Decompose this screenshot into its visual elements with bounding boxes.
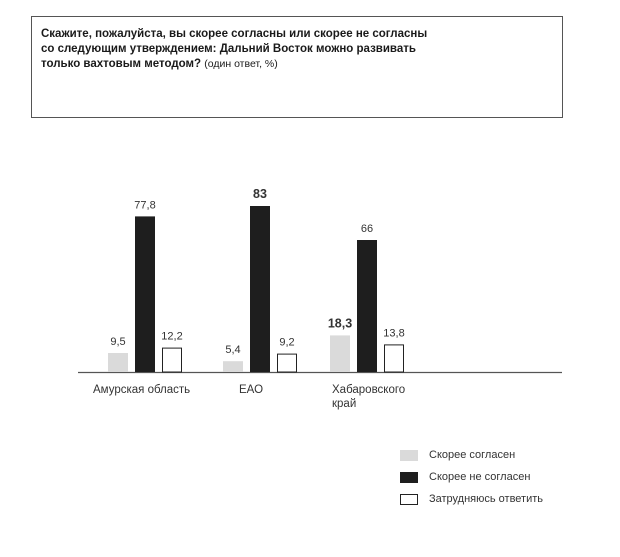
data-label-hard-2: 9,2 xyxy=(279,336,295,349)
data-label-agree-3: 18,3 xyxy=(327,316,353,331)
legend-item-disagree xyxy=(400,466,543,488)
legend-label-agree: Скорее согласен xyxy=(429,449,516,461)
bar-disagree-3 xyxy=(357,240,377,372)
legend-label-disagree: Скорее не согласен xyxy=(429,471,531,483)
bar-disagree-2 xyxy=(250,206,270,372)
data-label-hard-1: 12,2 xyxy=(161,330,183,343)
data-label-disagree-3: 66 xyxy=(360,223,374,235)
category-label-3-line-2: край xyxy=(332,398,357,410)
legend-swatch-disagree xyxy=(400,472,418,483)
data-label-disagree-1: 77,8 xyxy=(134,199,156,212)
data-label-agree-2: 5,4 xyxy=(225,344,241,357)
data-label-hard-3: 13,8 xyxy=(383,327,405,340)
question-label: Скажите, пожалуйста, вы скорее согласны или скорее не согласны со следующим утверждением: Дальний Восток можно развивать только вахтовым методом? xyxy=(41,28,428,70)
category-label-1: Амурская область xyxy=(93,384,191,396)
bar-hard-2 xyxy=(278,354,297,372)
legend-label-hard: Затрудняюсь ответить xyxy=(429,493,544,505)
bar-agree-2 xyxy=(223,361,243,372)
chart-legend xyxy=(400,444,543,510)
bar-disagree-1 xyxy=(135,216,155,372)
bar-agree-3 xyxy=(330,335,350,372)
bar-agree-1 xyxy=(108,353,128,372)
legend-swatch-agree xyxy=(400,450,418,461)
data-label-disagree-2: 83 xyxy=(253,187,267,201)
category-label-2: ЕАО xyxy=(239,384,264,396)
legend-item-agree xyxy=(400,444,543,466)
bar-hard-1 xyxy=(163,348,182,372)
category-label-3-line-1: Хабаровского xyxy=(332,384,406,396)
bar-hard-3 xyxy=(385,345,404,372)
legend-item-hard xyxy=(400,488,543,510)
legend-swatch-hard xyxy=(400,494,418,505)
question-note: (один ответ, %) xyxy=(204,58,278,70)
data-label-agree-1: 9,5 xyxy=(110,336,126,348)
